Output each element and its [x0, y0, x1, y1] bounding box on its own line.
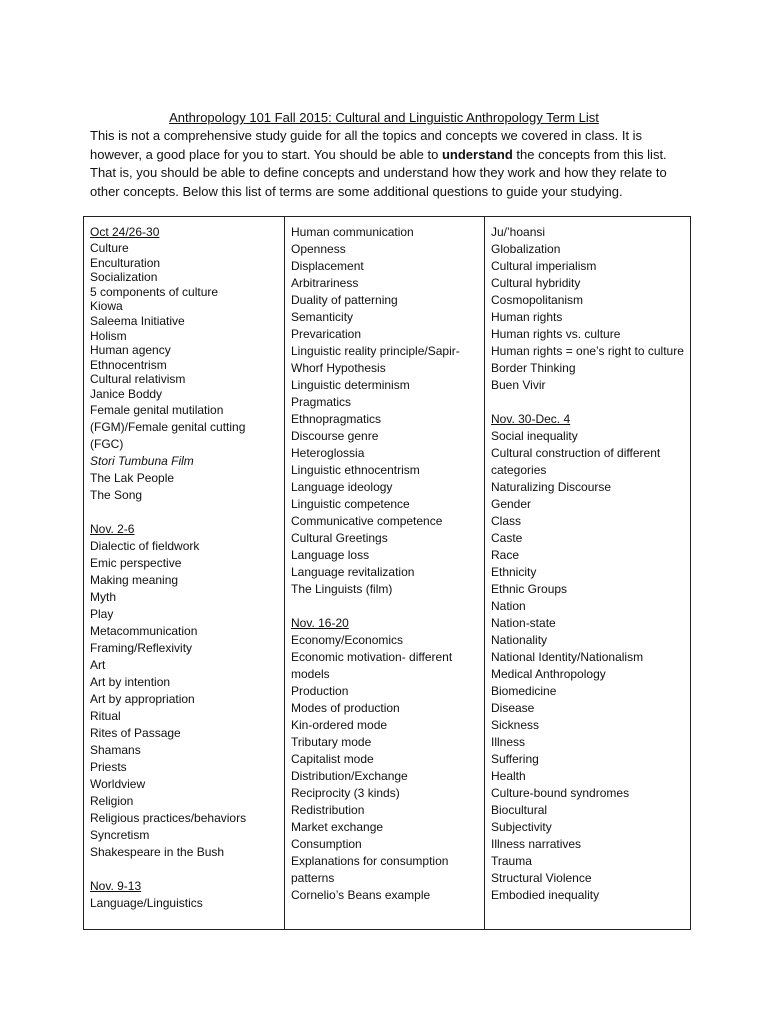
term-item: Class [491, 514, 522, 528]
term-item: Priests [90, 759, 127, 774]
term-item: Nationality [491, 633, 548, 647]
term-item: Human communication [291, 225, 414, 239]
term-item: Gender [491, 497, 532, 511]
term-item: Biocultural [491, 803, 548, 817]
term-item: Cultural construction of different categories [491, 446, 661, 477]
term-item: National Identity/Nationalism [491, 650, 644, 664]
term-item: Cultural Greetings [291, 531, 388, 545]
term-item: Cultural imperialism [491, 259, 597, 273]
term-item: Embodied inequality [491, 888, 600, 902]
term-item: Capitalist mode [291, 752, 374, 766]
term-item: Art by appropriation [90, 691, 195, 706]
term-item: Trauma [491, 854, 532, 868]
term-item: Metacommunication [90, 623, 198, 638]
term-item: Naturalizing Discourse [491, 480, 612, 494]
term-item: Caste [491, 531, 523, 545]
term-item: The Song [90, 487, 143, 502]
term-group [90, 895, 280, 912]
term-item: Economy/Economics [291, 633, 404, 647]
term-item: Ethnocentrism [90, 357, 167, 372]
term-group [291, 632, 480, 904]
term-item: Art by intention [90, 674, 171, 689]
term-item: Redistribution [291, 803, 365, 817]
term-item: Nation-state [491, 616, 556, 630]
term-item: Shamans [90, 742, 141, 757]
term-list-table [83, 216, 691, 930]
term-item: Subjectivity [491, 820, 552, 834]
term-item: Female genital mutilation (FGM)/Female genital cutting (FGC) [90, 402, 246, 451]
term-item: Cosmopolitanism [491, 293, 584, 307]
term-item: Kiowa [90, 299, 123, 314]
intro-bold-word: understand [441, 146, 513, 162]
term-item: Dialectic of fieldwork [90, 538, 200, 553]
term-item: Human rights [491, 310, 563, 324]
term-item: The Lak People [90, 470, 175, 485]
term-item: Distribution/Exchange [291, 769, 408, 783]
term-item: Linguistic competence [291, 497, 410, 511]
term-group [90, 538, 280, 861]
spacer [90, 504, 280, 521]
term-item: Language ideology [291, 480, 393, 494]
section-heading: Nov. 16-20 [291, 616, 349, 630]
term-item: Human agency [90, 343, 171, 358]
term-item: Linguistic determinism [291, 378, 410, 392]
term-group [491, 428, 686, 904]
term-item: Openness [291, 242, 346, 256]
term-item: Illness narratives [491, 837, 582, 851]
term-item: Biomedicine [491, 684, 557, 698]
term-item: Explanations for consumption patterns [291, 854, 449, 885]
spacer [291, 598, 480, 615]
term-item: Religion [90, 793, 134, 808]
term-item: Human rights vs. culture [491, 327, 621, 341]
term-item: Syncretism [90, 827, 150, 842]
term-item: Socialization [90, 270, 158, 285]
term-item: Play [90, 606, 114, 621]
term-item: Duality of patterning [291, 293, 398, 307]
term-item: Semanticity [291, 310, 354, 324]
term-item: Culture [90, 241, 129, 255]
term-item: Art [90, 657, 106, 672]
term-item: Saleema Initiative [90, 313, 185, 328]
term-column-1 [84, 217, 285, 930]
section-heading: Nov. 2-6 [90, 521, 135, 536]
term-item: Heteroglossia [291, 446, 365, 460]
term-column-2 [285, 217, 485, 930]
term-item: Language revitalization [291, 565, 415, 579]
term-item: Market exchange [291, 820, 384, 834]
term-item: Linguistic ethnocentrism [291, 463, 420, 477]
term-item: Production [291, 684, 349, 698]
term-item: Border Thinking [491, 361, 576, 375]
term-item: Human rights = one’s right to culture [491, 344, 684, 358]
intro-text-1: This is not a comprehensive study guide for all the topics and concepts we covered in class. It is however, a good place for you to start. You should be able to [90, 128, 643, 162]
term-item: Holism [90, 328, 127, 343]
term-item: Making meaning [90, 572, 179, 587]
term-item: Cultural hybridity [491, 276, 581, 290]
term-item: Illness [491, 735, 526, 749]
term-item: Tributary mode [291, 735, 372, 749]
term-item: Suffering [491, 752, 539, 766]
section-heading: Oct 24/26-30 [90, 225, 160, 239]
term-item: Ethnopragmatics [291, 412, 382, 426]
term-item: Culture-bound syndromes [491, 786, 630, 800]
term-item: Religious practices/behaviors [90, 810, 247, 825]
term-item: Emic perspective [90, 555, 182, 570]
term-item: Race [491, 548, 520, 562]
term-item: Medical Anthropology [491, 667, 606, 681]
intro-paragraph [90, 127, 690, 201]
term-group [291, 224, 480, 598]
term-column-3 [485, 217, 691, 930]
term-item: Language/Linguistics [90, 895, 203, 910]
term-item: Displacement [291, 259, 364, 273]
term-item: Ethnic Groups [491, 582, 568, 596]
term-item: Arbitrariness [291, 276, 359, 290]
section-heading: Nov. 30-Dec. 4 [491, 412, 571, 426]
term-item: Prevarication [291, 327, 362, 341]
term-item: Health [491, 769, 526, 783]
term-item: Shakespeare in the Bush [90, 844, 225, 859]
term-item: Modes of production [291, 701, 400, 715]
term-item: Consumption [291, 837, 362, 851]
spacer [90, 861, 280, 878]
term-item: Pragmatics [291, 395, 352, 409]
term-item: Myth [90, 589, 117, 604]
document-title: Anthropology 101 Fall 2015: Cultural and Linguistic Anthropology Term List [169, 110, 599, 125]
term-item: Worldview [90, 776, 146, 791]
term-item: Stori Tumbuna Film [90, 453, 194, 468]
term-item: Discourse genre [291, 429, 379, 443]
term-item: Framing/Reflexivity [90, 640, 193, 655]
spacer [491, 394, 686, 411]
term-item: Enculturation [90, 255, 161, 270]
term-item: Language loss [291, 548, 370, 562]
term-item: Ju/’hoansi [491, 225, 546, 239]
section-heading: Nov. 9-13 [90, 878, 142, 893]
term-item: Reciprocity (3 kinds) [291, 786, 400, 800]
term-item: Janice Boddy [90, 386, 163, 401]
term-item: Communicative competence [291, 514, 443, 528]
term-item: Social inequality [491, 429, 578, 443]
term-item: Cultural relativism [90, 372, 186, 387]
term-item: Cornelio’s Beans example [291, 888, 431, 902]
term-item: The Linguists (film) [291, 582, 393, 596]
term-item: Globalization [491, 242, 561, 256]
term-item: Buen Vivir [491, 378, 546, 392]
term-item: Structural Violence [491, 871, 592, 885]
term-item: Ethnicity [491, 565, 537, 579]
term-list-row [84, 217, 691, 930]
term-group [90, 241, 280, 504]
term-item: Ritual [90, 708, 121, 723]
term-item: Nation [491, 599, 526, 613]
term-item: Rites of Passage [90, 725, 181, 740]
term-item: Kin-ordered mode [291, 718, 388, 732]
intro-text-2: the concepts from this list. That is, you should be able to define concepts and understand how they work and how they relate to other concepts. Below this list of terms are some additional questions to guide your studying. [90, 146, 667, 199]
term-item: Disease [491, 701, 535, 715]
term-item: Linguistic reality principle/Sapir-Whorf Hypothesis [291, 344, 460, 375]
term-item: 5 components of culture [90, 284, 219, 299]
term-group [491, 224, 686, 394]
term-item: Sickness [491, 718, 540, 732]
term-item: Economic motivation- different models [291, 650, 453, 681]
